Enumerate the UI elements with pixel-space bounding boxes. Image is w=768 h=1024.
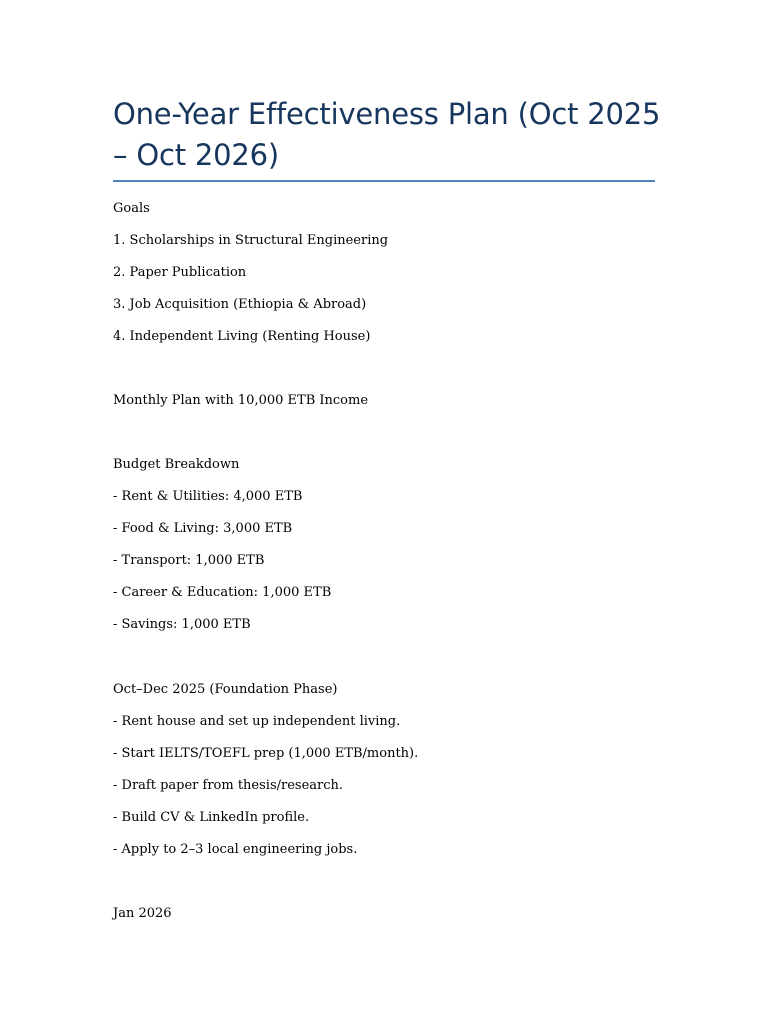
phase1-item-3: - Draft paper from thesis/research. <box>113 778 344 793</box>
phase1-heading: Oct–Dec 2025 (Foundation Phase) <box>113 682 338 697</box>
budget-heading: Budget Breakdown <box>113 457 240 472</box>
phase1-item-1: - Rent house and set up independent living. <box>113 714 401 729</box>
monthly-plan-heading: Monthly Plan with 10,000 ETB Income <box>113 393 369 408</box>
document-title: One-Year Effectiveness Plan (Oct 2025 – Oct 2026) <box>113 97 661 172</box>
goal-item-2: 2. Paper Publication <box>113 265 247 280</box>
budget-item-transport: - Transport: 1,000 ETB <box>113 553 265 568</box>
budget-item-rent: - Rent & Utilities: 4,000 ETB <box>113 489 303 504</box>
goal-item-3: 3. Job Acquisition (Ethiopia & Abroad) <box>113 297 367 312</box>
phase1-item-2: - Start IELTS/TOEFL prep (1,000 ETB/month). <box>113 746 419 761</box>
phase1-item-4: - Build CV & LinkedIn profile. <box>113 810 310 825</box>
goals-heading: Goals <box>113 201 150 216</box>
goal-item-1: 1. Scholarships in Structural Engineering <box>113 233 389 248</box>
title-underline-rule <box>113 180 655 182</box>
phase2-heading: Jan 2026 <box>113 906 172 921</box>
budget-item-savings: - Savings: 1,000 ETB <box>113 617 251 632</box>
budget-item-career: - Career & Education: 1,000 ETB <box>113 585 332 600</box>
budget-item-food: - Food & Living: 3,000 ETB <box>113 521 293 536</box>
phase1-item-5: - Apply to 2–3 local engineering jobs. <box>113 842 358 857</box>
goal-item-4: 4. Independent Living (Renting House) <box>113 329 371 344</box>
